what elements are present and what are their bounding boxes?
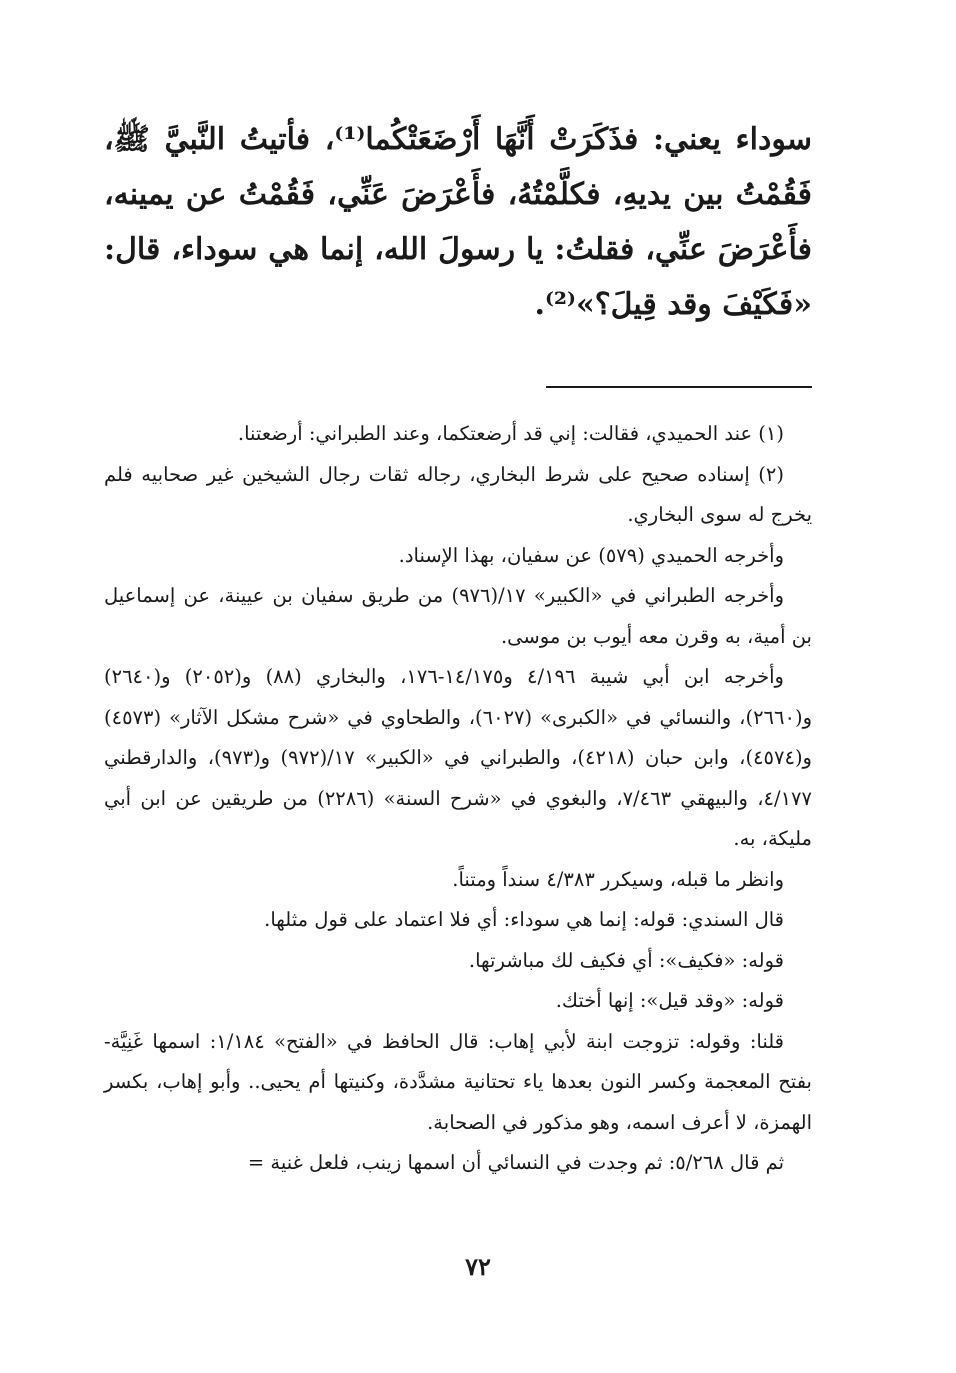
footnotes (104, 414, 812, 1184)
footnote-divider (546, 386, 812, 388)
footnote-paragraph: قوله: «فكيف»: أي فكيف لك مباشرتها. (468, 948, 784, 972)
footnote-paragraph: ثم قال ٥/٢٦٨: ثم وجدت في النسائي أن اسمها زينب، فلعل غنية = (247, 1151, 784, 1174)
main-paragraph: سوداء يعني: فذَكَرَتْ أَنَّهَا أَرْضَعَتْكُما⁽¹⁾، فأتيتُ النَّبيَّ ﷺ، فَقُمْتُ بين يديهِ، فكلَّمْتُهُ، فأَعْرَضَ عَنِّي، فَقُمْتُ عن يمينه، فأَعْرَضَ عنِّي، فقلتُ: يا رسولَ الله، إنما هي سوداء، قال: «فَكَيْفَ وقد قِيلَ؟»⁽²⁾. (104, 122, 812, 322)
footnote-1: (١) عند الحميدي، فقالت: إني قد أرضعتكما، وعند الطبراني: أرضعتنا. (237, 422, 784, 445)
footnote-paragraph: وأخرجه الطبراني في «الكبير» ١٧/(٩٧٦) من طريق سفيان بن عيينة، عن إسماعيل بن أمية، به وقرن معه أيوب بن موسى. (104, 584, 812, 648)
footnote-paragraph: وأخرجه ابن أبي شيبة ٤/١٩٦ و١٤/١٧٥-١٧٦، والبخاري (٨٨) و(٢٠٥٢) و(٢٦٤٠) و(٢٦٦٠)، والنسائي في «الكبرى» (٦٠٢٧)، والطحاوي في «شرح مشكل الآثار» (٤٥٧٣) و(٤٥٧٤)، وابن حبان (٤٢١٨)، والطبراني في «الكبير» ١٧/(٩٧٢) و(٩٧٣)، والدارقطني ٤/١٧٧، والبيهقي ٧/٤٦٣، والبغوي في «شرح السنة» (٢٢٨٦) من طريقين عن ابن أبي مليكة، به. (104, 665, 812, 850)
footnote-paragraph: وأخرجه الحميدي (٥٧٩) عن سفيان، بهذا الإسناد. (398, 543, 784, 567)
page-number: ٧٢ (465, 1252, 491, 1281)
footnote-paragraph: قال السندي: قوله: إنما هي سوداء: أي فلا اعتماد على قول مثلها. (264, 908, 784, 931)
footnote-paragraph: وانظر ما قبله، وسيكرر ٤/٣٨٣ سنداً ومتناً. (452, 867, 784, 891)
footnote-2: (٢) إسناده صحيح على شرط البخاري، رجاله ثقات رجال الشيخين غير صحابيه فلم يخرج له سوى البخاري. (104, 462, 812, 526)
footnote-paragraph: قوله: «وقد قيل»: إنها أختك. (555, 989, 784, 1012)
footnote-paragraph: قلنا: وقوله: تزوجت ابنة لأبي إهاب: قال الحافظ في «الفتح» ١/١٨٤: اسمها غَنِيَّة- بفتح المعجمة وكسر النون بعدها ياء تحتانية مشدَّدة، وكنيتها أم يحيى.. وأبو إهاب، بكسر الهمزة، لا أعرف اسمه، وهو مذكور في الصحابة. (104, 1029, 812, 1134)
hadith-text (104, 112, 812, 332)
